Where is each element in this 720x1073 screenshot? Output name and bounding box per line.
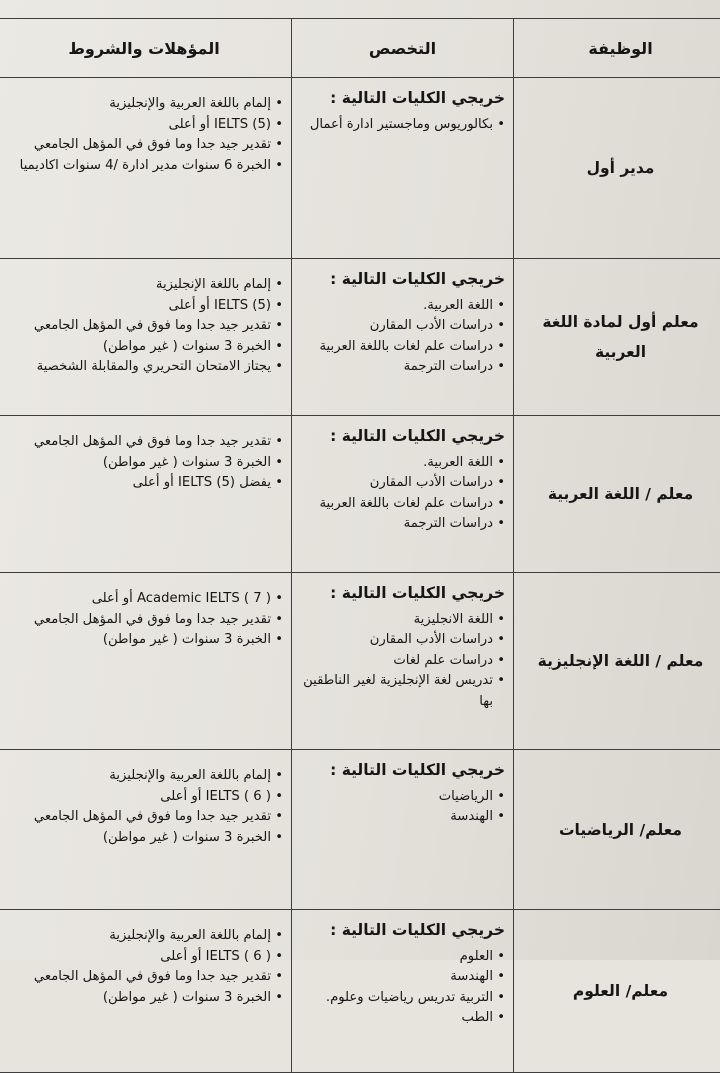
specialization-cell [292,78,514,259]
qualification-item: • تقدير جيد جدا وما فوق في المؤهل الجامعي [3,807,283,828]
qualification-item: • تقدير جيد جدا وما فوق في المؤهل الجامعي [3,316,283,337]
specialization-item: • دراسات علم لغات باللغة العربية [298,494,505,515]
specialization-cell [292,910,514,1073]
qualifications-cell [0,78,292,259]
specialization-cell [292,573,514,750]
header-job: الوظيفة [514,19,720,78]
qualification-item: • تقدير جيد جدا وما فوق في المؤهل الجامعي [3,610,283,631]
table-row [0,78,720,259]
qualifications-cell [0,259,292,416]
specialization-item: • دراسات الأدب المقارن [298,473,505,494]
qualification-item: • الخبرة 6 سنوات مدير ادارة /4 سنوات اكاديميا [3,156,283,177]
qualification-item: • الخبرة 3 سنوات ( غير مواطن) [3,337,283,358]
specialization-heading: خريجي الكليات التالية : [298,88,505,109]
specialization-item: • دراسات علم لغات [298,651,505,672]
specialization-item: • دراسات الأدب المقارن [298,316,505,337]
qualification-item: • IELTS (5) أو أعلى [3,115,283,136]
specialization-item: • التربية تدريس رياضيات وعلوم. [298,988,505,1009]
specialization-heading: خريجي الكليات التالية : [298,426,505,447]
qualification-item: • IELTS ( 6 ) أو أعلى [3,787,283,808]
qualifications-cell [0,573,292,750]
table-row [0,259,720,416]
table-header-row [0,19,720,78]
qualification-item: • الخبرة 3 سنوات ( غير مواطن) [3,988,283,1009]
header-specialization: التخصص [292,19,514,78]
specialization-item: • دراسات الأدب المقارن [298,630,505,651]
jobs-table [0,18,720,1073]
qualification-item: • IELTS ( 6 ) أو أعلى [3,947,283,968]
specialization-item: • الهندسة [298,807,505,828]
specialization-item: • بكالوريوس وماجستير ادارة أعمال [298,115,505,136]
qualifications-cell [0,750,292,910]
specialization-item: • العلوم [298,947,505,968]
qualification-item: • إلمام باللغة العربية والإنجليزية [3,94,283,115]
table-row [0,416,720,573]
qualification-item: • تقدير جيد جدا وما فوق في المؤهل الجامعي [3,135,283,156]
specialization-cell [292,416,514,573]
specialization-item: • الهندسة [298,967,505,988]
qualification-item: • الخبرة 3 سنوات ( غير مواطن) [3,453,283,474]
qualification-item: • الخبرة 3 سنوات ( غير مواطن) [3,828,283,849]
specialization-item: • دراسات الترجمة [298,514,505,535]
job-title: معلم/ الرياضيات [514,750,720,910]
job-title: معلم / اللغة الإنجليزية [514,573,720,750]
qualifications-cell [0,910,292,1073]
specialization-heading: خريجي الكليات التالية : [298,583,505,604]
qualification-item: • الخبرة 3 سنوات ( غير مواطن) [3,630,283,651]
specialization-item: • تدريس لغة الإنجليزية لغير الناطقين بها [298,671,505,712]
job-title: معلم أول لمادة اللغة العربية [514,259,720,416]
specialization-heading: خريجي الكليات التالية : [298,760,505,781]
qualification-item: • إلمام باللغة العربية والإنجليزية [3,766,283,787]
qualifications-cell [0,416,292,573]
qualification-item: • إلمام باللغة العربية والإنجليزية [3,926,283,947]
qualification-item: • إلمام باللغة الإنجليزية [3,275,283,296]
qualification-item: • Academic IELTS ( 7 ) أو أعلى [3,589,283,610]
table-row [0,750,720,910]
specialization-cell [292,259,514,416]
job-title: مدير أول [514,78,720,259]
qualification-item: • يفضل IELTS (5) أو أعلى [3,473,283,494]
specialization-cell [292,750,514,910]
specialization-item: • اللغة العربية. [298,453,505,474]
qualification-item: • يجتاز الامتحان التحريري والمقابلة الشخصية [3,357,283,378]
job-title: معلم/ العلوم [514,910,720,1073]
specialization-item: • الرياضيات [298,787,505,808]
qualification-item: • تقدير جيد جدا وما فوق في المؤهل الجامعي [3,432,283,453]
header-qualifications: المؤهلات والشروط [0,19,292,78]
specialization-item: • اللغة الانجليزية [298,610,505,631]
specialization-item: • اللغة العربية. [298,296,505,317]
specialization-heading: خريجي الكليات التالية : [298,920,505,941]
specialization-heading: خريجي الكليات التالية : [298,269,505,290]
qualification-item: • تقدير جيد جدا وما فوق في المؤهل الجامعي [3,967,283,988]
specialization-item: • دراسات علم لغات باللغة العربية [298,337,505,358]
specialization-item: • دراسات الترجمة [298,357,505,378]
table-row [0,573,720,750]
job-title: معلم / اللغة العربية [514,416,720,573]
table-row [0,910,720,1073]
specialization-item: • الطب [298,1008,505,1029]
qualification-item: • IELTS (5) أو أعلى [3,296,283,317]
